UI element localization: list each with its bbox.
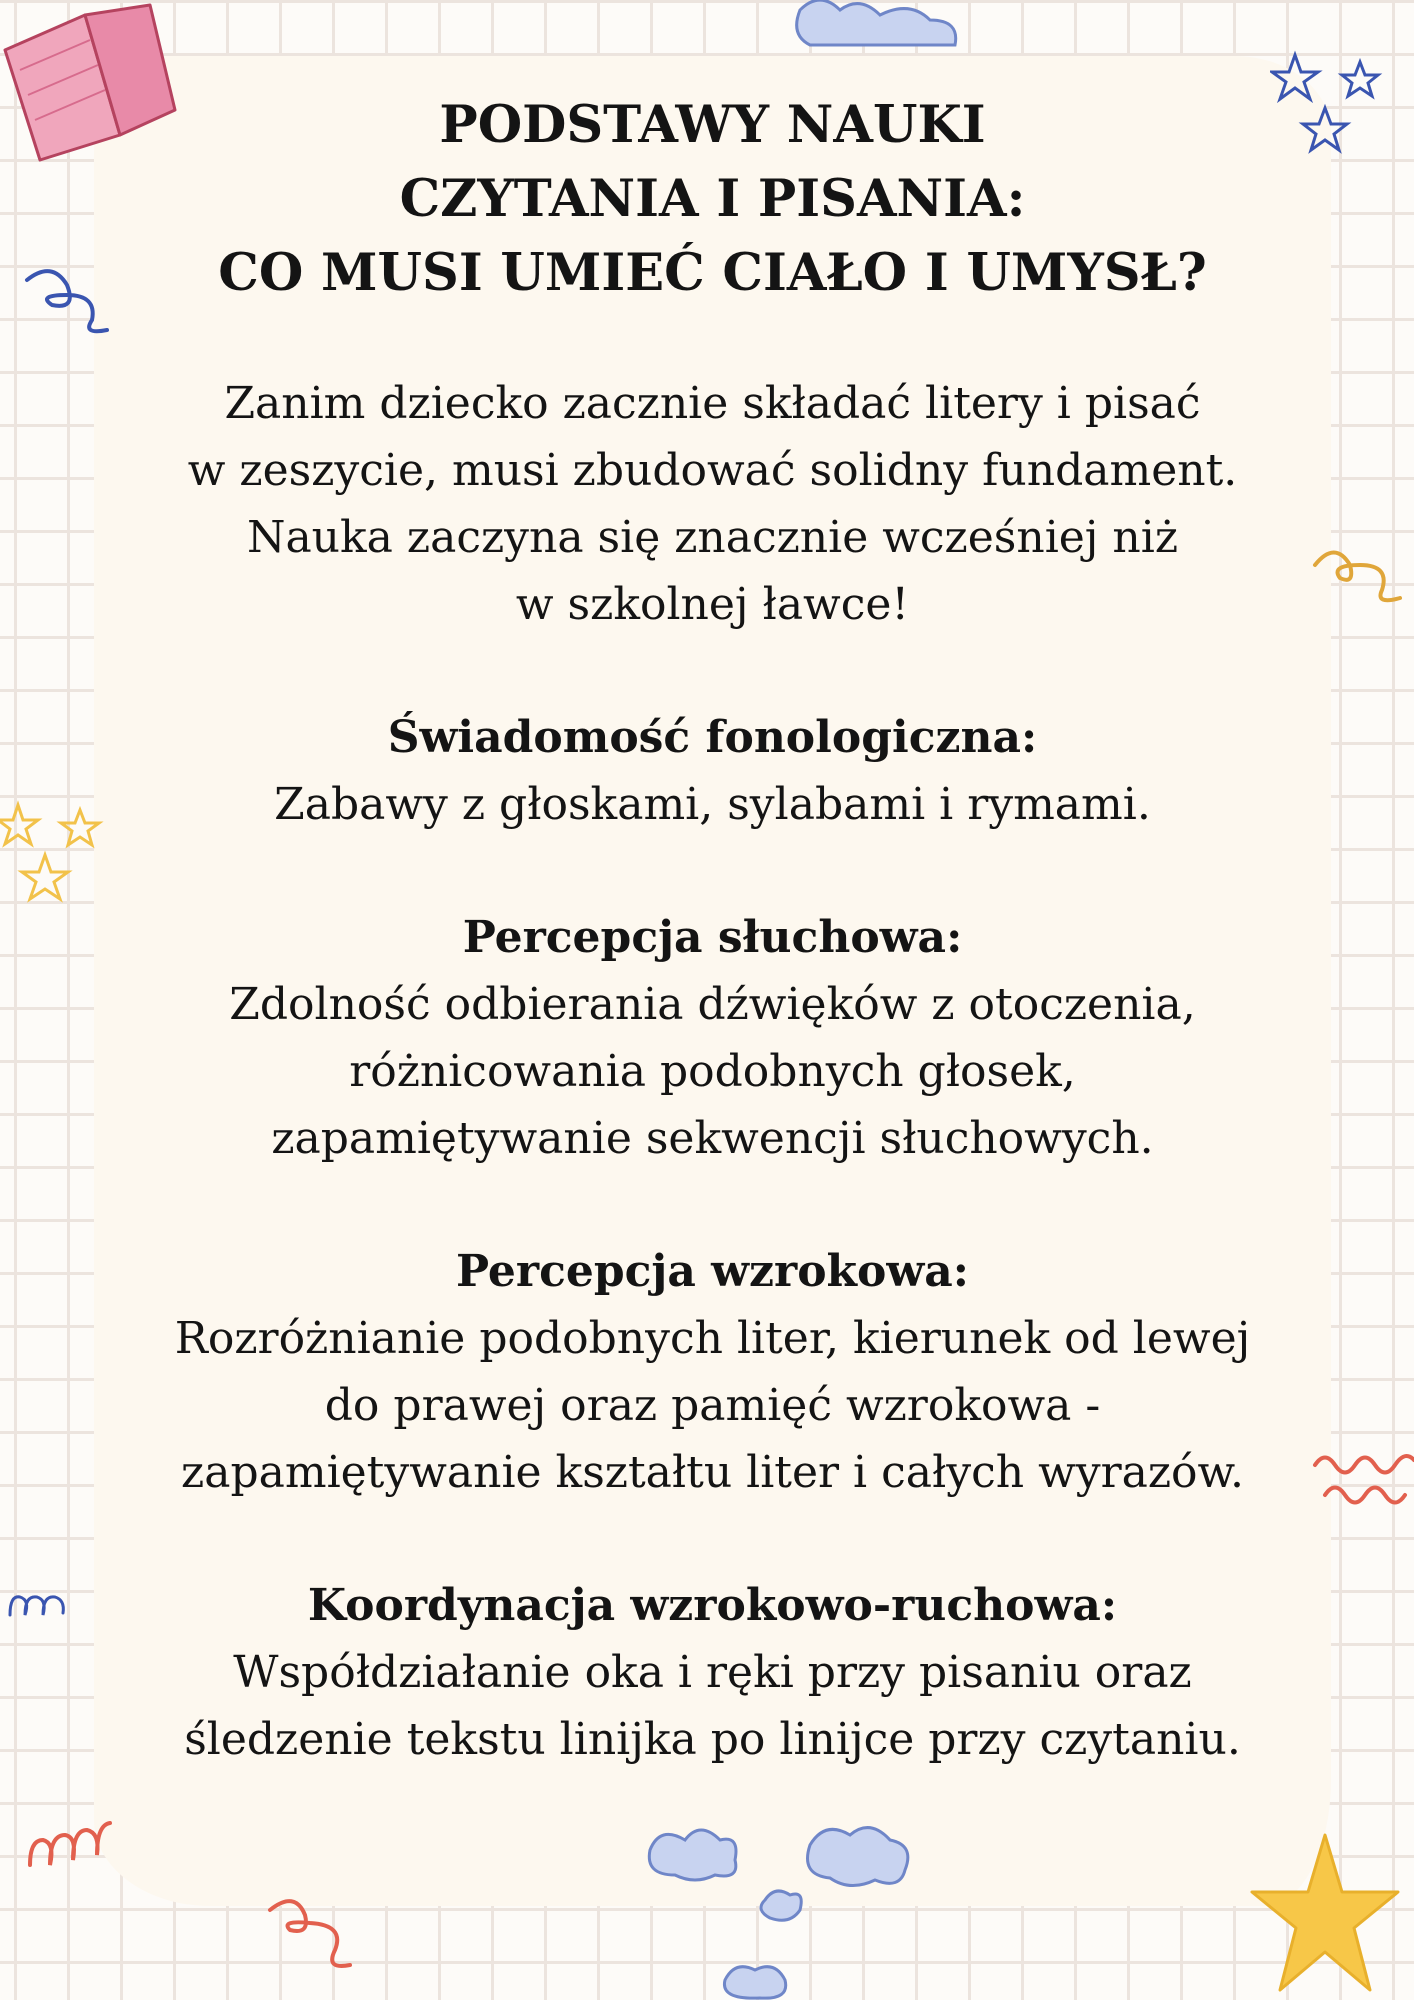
- title-line: CZYTANIA I PISANIA:: [399, 169, 1026, 229]
- intro-line: w szkolnej ławce!: [515, 579, 910, 630]
- star-icon-yellow: [0, 800, 110, 915]
- cloud-icon-group: [640, 1820, 930, 2000]
- squiggle-icon-red: [25, 1815, 120, 1875]
- title-line: PODSTAWY NAUKI: [439, 95, 986, 155]
- wave-icon-red: [1310, 1440, 1414, 1520]
- main-content: [100, 88, 1325, 1773]
- star-icon-yellow-large: [1250, 1830, 1400, 2000]
- section-heading: Świadomość fonologiczna:: [387, 712, 1038, 763]
- section-line: Zdolność odbierania dźwięków z otoczenia,: [229, 979, 1196, 1030]
- intro-line: Nauka zaczyna się znacznie wcześniej niż: [246, 512, 1179, 563]
- section-line: Zabawy z głoskami, sylabami i rymami.: [274, 779, 1151, 830]
- page-title: [100, 88, 1325, 310]
- section-line: różnicowania podobnych głosek,: [349, 1046, 1076, 1097]
- section-line: Rozróżnianie podobnych liter, kierunek od lewej: [174, 1313, 1251, 1364]
- section-eye-hand-coordination: [100, 1572, 1325, 1773]
- intro-line: w zeszycie, musi zbudować solidny fundament.: [187, 445, 1238, 496]
- section-auditory-perception: [100, 904, 1325, 1172]
- section-heading: Percepcja wzrokowa:: [455, 1246, 970, 1297]
- section-line: zapamiętywanie sekwencji słuchowych.: [271, 1113, 1154, 1164]
- section-line: Współdziałanie oka i ręki przy pisaniu oraz: [233, 1647, 1192, 1698]
- squiggle-icon-red-bottom: [260, 1895, 360, 1975]
- section-visual-perception: [100, 1238, 1325, 1506]
- section-phonological-awareness: [100, 704, 1325, 838]
- section-heading: Koordynacja wzrokowo-ruchowa:: [307, 1580, 1118, 1631]
- squiggle-icon-orange: [1310, 540, 1410, 610]
- title-line: CO MUSI UMIEĆ CIAŁO I UMYSŁ?: [218, 243, 1207, 303]
- section-line: zapamiętywanie kształtu liter i całych wyrazów.: [181, 1447, 1244, 1498]
- intro-line: Zanim dziecko zacznie składać litery i pisać: [224, 378, 1201, 429]
- cloud-icon: [790, 0, 970, 60]
- section-heading: Percepcja słuchowa:: [462, 912, 963, 963]
- section-line: śledzenie tekstu linijka po linijce przy czytaniu.: [184, 1714, 1241, 1765]
- squiggle-icon-blue-small: [5, 1585, 75, 1625]
- intro-paragraph: [100, 370, 1325, 638]
- section-line: do prawej oraz pamięć wzrokowa -: [324, 1380, 1101, 1431]
